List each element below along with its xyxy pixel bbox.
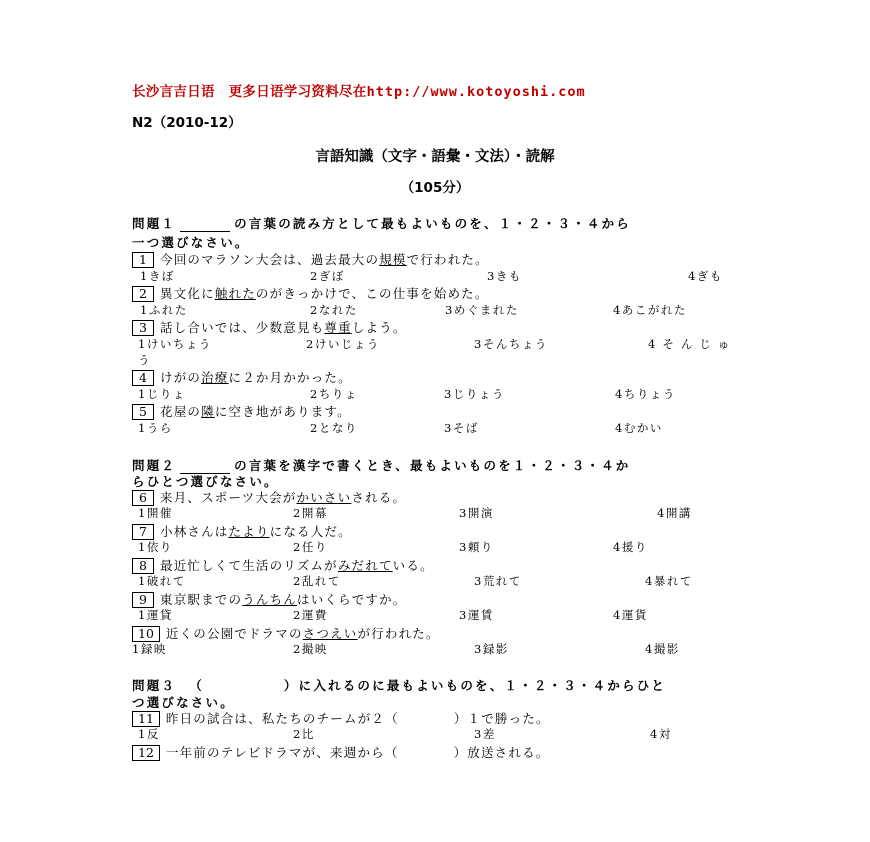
question-text: のがきっかけで、この仕事を始めた。 (255, 286, 489, 301)
option[interactable]: 2ちりょ (310, 387, 358, 401)
question-text: 異文化に (160, 286, 215, 301)
paren-close: ） (283, 678, 299, 693)
question-text: 小林さんは (160, 524, 229, 539)
question-text: はいくらですか。 (297, 592, 407, 607)
mondai3-instruction-cont: つ選びなさい。 (132, 695, 235, 710)
question-number: 7 (132, 524, 154, 540)
option[interactable]: 4援り (613, 540, 648, 554)
option-wrap: う (138, 353, 151, 367)
question-text: 話し合いでは、少数意見も (160, 320, 325, 335)
option[interactable]: 1うら (138, 421, 173, 435)
question-text: けがの (160, 370, 202, 385)
option[interactable]: 4開講 (657, 506, 692, 520)
question-text: が行われた。 (357, 626, 440, 641)
mondai2-label: 問題２ (132, 458, 177, 473)
option[interactable]: 4そんじゅ (648, 337, 737, 351)
option[interactable]: 4暴れて (645, 574, 693, 588)
question-number: 12 (132, 745, 160, 761)
option[interactable]: 1ふれた (140, 303, 188, 317)
question-text: に２か月かかった。 (228, 370, 352, 385)
option[interactable]: 1じりょ (138, 387, 186, 401)
question-text: に空き地があります。 (214, 404, 351, 419)
option[interactable]: 4撮影 (645, 642, 680, 656)
paren-open: （ (189, 678, 204, 693)
question-target: うんちん (242, 592, 298, 607)
question-3 (132, 318, 407, 336)
option[interactable]: 4対 (650, 727, 672, 741)
option[interactable]: 2けいじょう (306, 337, 380, 351)
question-7 (132, 522, 352, 540)
question-text: いる。 (392, 558, 434, 573)
option[interactable]: 3頼り (459, 540, 494, 554)
header-url[interactable]: http://www.kotoyoshi.com (366, 84, 586, 100)
option[interactable]: 1開催 (138, 506, 173, 520)
option[interactable]: 3差 (474, 727, 496, 741)
question-number: 8 (132, 558, 154, 574)
question-5 (132, 402, 351, 420)
question-number: 3 (132, 320, 154, 336)
question-12 (132, 743, 549, 761)
option[interactable]: 1きぼ (140, 269, 175, 283)
mondai3-label: 問題３ (132, 678, 177, 693)
option[interactable]: 1録映 (132, 642, 167, 656)
exam-id: N2（2010-12） (132, 115, 242, 131)
option[interactable]: 4ちりょう (615, 387, 676, 401)
option[interactable]: 2撮映 (293, 642, 328, 656)
question-4 (132, 368, 352, 386)
option[interactable]: 2となり (310, 421, 358, 435)
option[interactable]: 1破れて (138, 574, 186, 588)
option[interactable]: 2なれた (310, 303, 358, 317)
question-text: で行われた。 (406, 252, 489, 267)
question-number: 4 (132, 370, 154, 386)
question-target: 隣 (201, 404, 215, 419)
question-text: 一年前のテレビドラマが、来週から（ (165, 745, 399, 760)
option[interactable]: 1けいちょう (138, 337, 212, 351)
option[interactable]: 3きも (487, 269, 522, 283)
time-limit: （105分） (400, 180, 470, 196)
option[interactable]: 3運賃 (459, 608, 494, 622)
question-number: 1 (132, 252, 154, 268)
question-target: 規模 (379, 252, 407, 267)
question-number: 10 (132, 626, 160, 642)
question-text: 昨日の試合は、私たちのチームが２（ (165, 711, 399, 726)
site-header (132, 80, 586, 100)
option[interactable]: 2開幕 (293, 506, 328, 520)
question-text: 最近忙しくて生活のリズムが (160, 558, 338, 573)
option[interactable]: 1反 (138, 727, 160, 741)
option[interactable]: 3そんちょう (474, 337, 548, 351)
mondai1-label: 問題１ (132, 216, 177, 231)
mondai1-text-a: の言葉の読み方として最もよいものを、１・２・３・４から (234, 216, 632, 231)
question-text: ）放送される。 (453, 745, 550, 760)
mondai2-text-a: の言葉を漢字で書くとき、最もよいものを１・２・３・４か (234, 458, 631, 473)
question-text: 花屋の (160, 404, 202, 419)
question-10 (132, 624, 440, 642)
question-text: になる人だ。 (269, 524, 352, 539)
option[interactable]: 2比 (293, 727, 315, 741)
mondai1-instruction (132, 214, 631, 232)
question-number: 6 (132, 490, 154, 506)
page-title: 言語知識（文字・語彙・文法）・読解 (315, 149, 555, 165)
question-6 (132, 488, 406, 506)
option[interactable]: 3録影 (474, 642, 509, 656)
question-text: 今回のマラソン大会は、過去最大の (160, 252, 380, 267)
question-2 (132, 284, 489, 302)
option[interactable]: 3めぐまれた (445, 303, 519, 317)
option[interactable]: 1運貸 (138, 608, 173, 622)
underline-blank (180, 219, 230, 232)
option[interactable]: 4ぎも (688, 269, 723, 283)
question-number: 5 (132, 404, 154, 420)
question-8 (132, 556, 434, 574)
option[interactable]: 3そば (444, 421, 479, 435)
mondai3-instruction (132, 676, 666, 694)
option[interactable]: 4運貨 (613, 608, 648, 622)
question-9 (132, 590, 407, 608)
mondai3-text-a: に入れるのに最もよいものを、１・２・３・４からひと (298, 678, 667, 693)
question-text: 東京駅までの (160, 592, 243, 607)
option[interactable]: 4むかい (615, 421, 663, 435)
question-target: さつえい (302, 626, 358, 641)
question-target: かいさい (296, 490, 352, 505)
option[interactable]: 1依り (138, 540, 173, 554)
option[interactable]: 2ぎぼ (310, 269, 345, 283)
question-text: しよう。 (351, 320, 407, 335)
option[interactable]: 3じりょう (444, 387, 505, 401)
question-target: 尊重 (324, 320, 352, 335)
question-text: 近くの公園でドラマの (165, 626, 303, 641)
question-target: 治療 (201, 370, 229, 385)
question-number: 2 (132, 286, 154, 302)
option[interactable]: 2運費 (293, 608, 328, 622)
question-number: 11 (132, 711, 160, 727)
question-target: 触れた (214, 286, 256, 301)
option[interactable]: 2乱れて (293, 574, 341, 588)
question-number: 9 (132, 592, 154, 608)
mondai2-instruction-cont: らひとつ選びなさい。 (132, 474, 279, 489)
option[interactable]: 2任り (293, 540, 328, 554)
mondai1-instruction-cont: 一つ選びなさい。 (132, 235, 250, 250)
option[interactable]: 3開演 (459, 506, 494, 520)
option[interactable]: 4あこがれた (613, 303, 687, 317)
option[interactable]: 3荒れて (474, 574, 522, 588)
header-prefix: 长沙言吉日语 更多日语学习资料尽在 (132, 84, 367, 100)
question-1 (132, 250, 489, 268)
question-target: たより (228, 524, 270, 539)
question-11 (132, 709, 550, 727)
question-target: みだれて (337, 558, 393, 573)
question-text: ）１で勝った。 (453, 711, 550, 726)
question-text: 来月、スポーツ大会が (160, 490, 297, 505)
question-text: される。 (351, 490, 407, 505)
